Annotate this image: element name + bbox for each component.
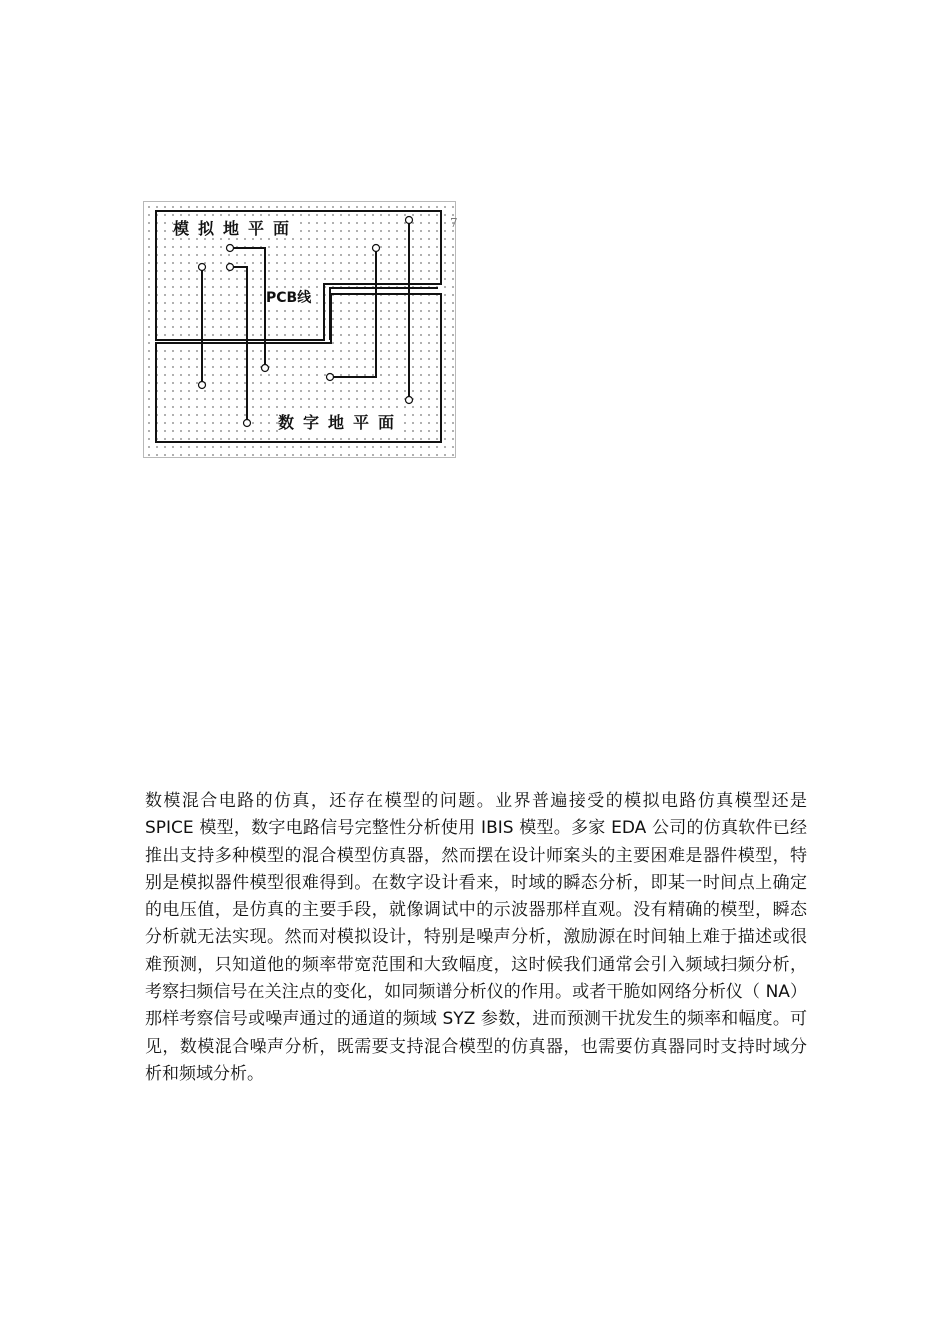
via-pad: [373, 245, 380, 252]
via-pad: [227, 264, 234, 271]
via-pad: [244, 420, 251, 427]
via-pad: [262, 365, 269, 372]
via-pad: [199, 264, 206, 271]
via-pad: [227, 245, 234, 252]
analog-ground-plane-label: 模拟地平面: [173, 219, 299, 238]
figure-corner-mark: 7: [450, 216, 458, 230]
via-pad: [406, 217, 413, 224]
via-pad: [327, 374, 334, 381]
via-pad: [199, 382, 206, 389]
pcb-trace: [330, 288, 438, 340]
via-line-2: [230, 267, 247, 423]
digital-ground-plane-label: 数字地平面: [278, 413, 404, 432]
via-line-4: [330, 248, 376, 377]
via-pad: [406, 397, 413, 404]
pcb-trace-label: PCB线: [266, 290, 312, 306]
body-paragraph: 数模混合电路的仿真，还存在模型的问题。业界普遍接受的模拟电路仿真模型还是 SPICE 模型，数字电路信号完整性分析使用 IBIS 模型。多家 EDA 公司的仿真软件已经推出支持多种模型的混合模型仿真器，然而摆在设计师案头的主要困难是器件模型，特别是模拟器件模型很难得到。在数字设计看来，时域的瞬态分析，即某一时间点上确定的电压值，是仿真的主要手段，就像调试中的示波器那样直观。没有精确的模型，瞬态分析就无法实现。然而对模拟设计，特别是噪声分析，激励源在时间轴上难于描述或很难预测，只知道他的频率带宽范围和大致幅度，这时候我们通常会引入频域扫频分析，考察扫频信号在关注点的变化，如同频谱分析仪的作用。或者干脆如网络分析仪（ NA）那样考察信号或噪声通过的通道的频域 SYZ 参数，进而预测干扰发生的频率和幅度。可见，数模混合噪声分析，既需要支持混合模型的仿真器，也需要仿真器同时支持时域分析和频域分析。: [145, 791, 807, 1084]
pcb-ground-plane-diagram: [143, 201, 456, 458]
